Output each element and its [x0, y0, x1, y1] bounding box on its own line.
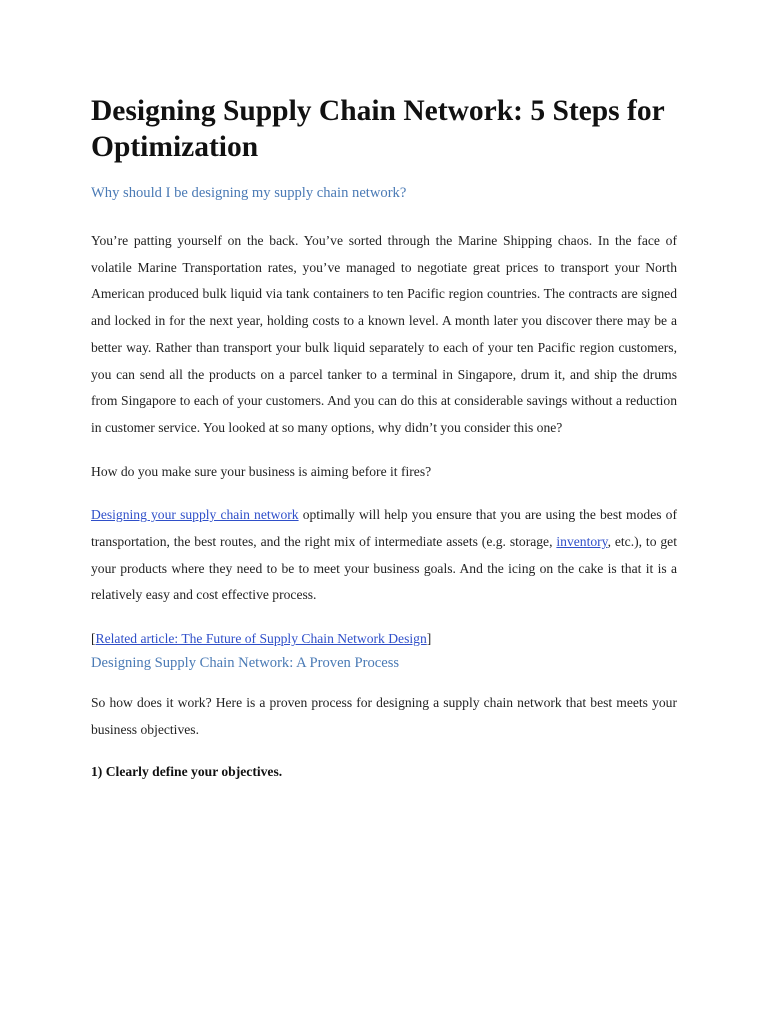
related-article-line	[91, 626, 677, 653]
supply-chain-network-link[interactable]: Designing your supply chain network	[91, 507, 299, 523]
question-paragraph: How do you make sure your business is aiming before it fires?	[91, 463, 432, 479]
bracket-open: [	[91, 631, 96, 647]
bracket-close: ]	[426, 631, 432, 647]
intro-paragraph: You’re patting yourself on the back. You’ve sorted through the Marine Shipping chaos. In the face of volatile Marine Transportation rates, you’ve managed to negotiate great prices to transport your North American produced bulk liquid via tank containers to ten Pacific region countries. The contracts are signed and locked in for the next year, holding costs to a known level. A month later you discover there may be a better way. Rather than transport your bulk liquid separately to each of your ten Pacific region customers, you can send all the products on a parcel tanker to a terminal in Singapore, drum it, and ship the drums from Singapore to each of your customers. And you can do this at considerable savings without a reduction in customer service. You looked at so many options, why didn’t you consider this one?	[91, 233, 677, 435]
related-article-link[interactable]: Related article: The Future of Supply Chain Network Design	[95, 631, 427, 647]
inventory-link[interactable]: inventory	[556, 534, 608, 550]
process-intro-paragraph: So how does it work? Here is a proven process for designing a supply chain network that best meets your business objectives.	[91, 694, 677, 737]
section-heading: Designing Supply Chain Network: A Proven Process	[91, 654, 400, 671]
article-subtitle: Why should I be designing my supply chain network?	[91, 185, 407, 201]
article-title: Designing Supply Chain Network: 5 Steps for Optimization	[91, 95, 665, 163]
step-1-heading: 1) Clearly define your objectives.	[91, 764, 283, 780]
paragraph-text-segment: optimally will help you ensure that you are using the best modes of transportation, the best routes, and the right mix of intermediate assets (e.g. storage,	[91, 507, 677, 550]
paragraph-text-segment: , etc.), to get your products where they need to be to meet your business goals. And the icing on the cake is that it is a relatively easy and cost effective process.	[91, 534, 677, 603]
network-design-paragraph	[91, 502, 677, 609]
